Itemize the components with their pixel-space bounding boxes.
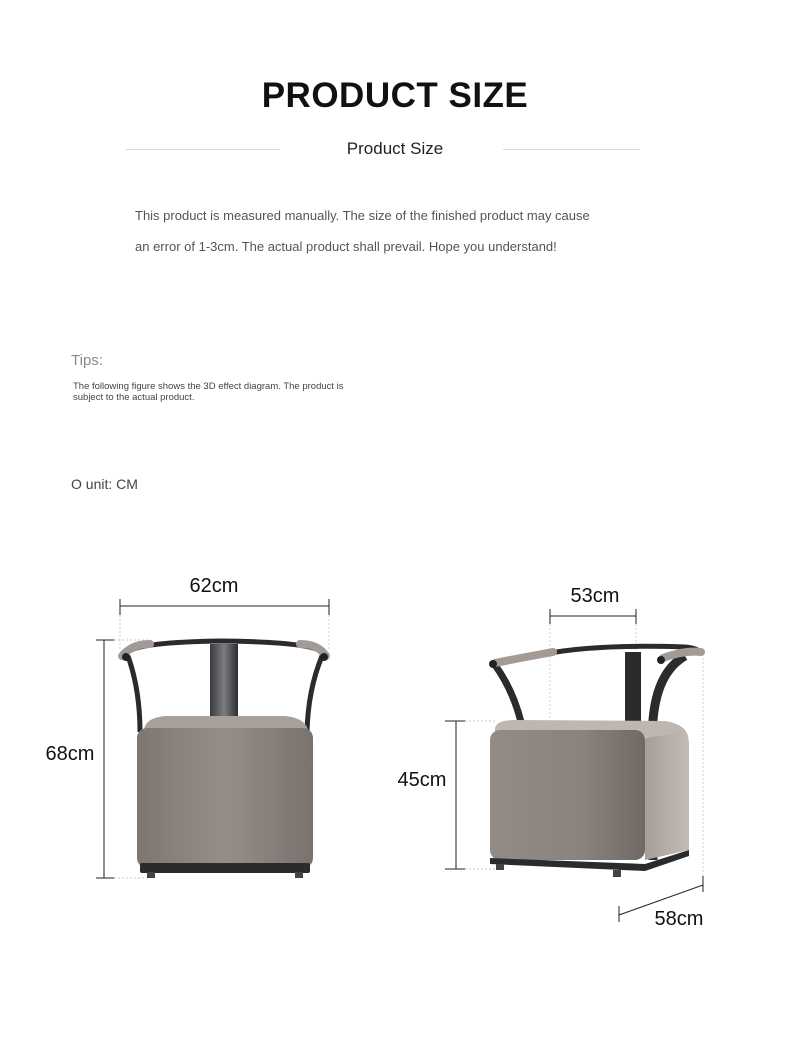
measurement-notice-line-1: This product is measured manually. The size of the finished product may cause (135, 208, 590, 223)
front-width-label: 62cm (189, 575, 239, 597)
front-height-label: 68cm (45, 743, 95, 765)
page-subtitle: Product Size (346, 139, 444, 158)
front-chair-illustration (122, 641, 328, 878)
measurement-notice-line-2: an error of 1-3cm. The actual product shall prevail. Hope you understand! (135, 239, 557, 254)
side-view-diagram (395, 560, 790, 940)
divider-right (503, 149, 640, 150)
tips-text-line-2: subject to the actual product. (73, 392, 195, 403)
front-view-diagram (0, 560, 395, 900)
side-inner-width-label: 53cm (570, 585, 620, 607)
side-chair-illustration (489, 646, 701, 877)
seat-height-label: 45cm (397, 769, 447, 791)
tips-text-line-1: The following figure shows the 3D effect diagram. The product is (73, 381, 344, 392)
page-title: PRODUCT SIZE (261, 76, 529, 115)
tips-label: Tips: (71, 352, 103, 369)
seat-height-dimension (398, 721, 495, 869)
unit-label: O unit: CM (71, 476, 138, 492)
depth-label: 58cm (654, 908, 704, 930)
